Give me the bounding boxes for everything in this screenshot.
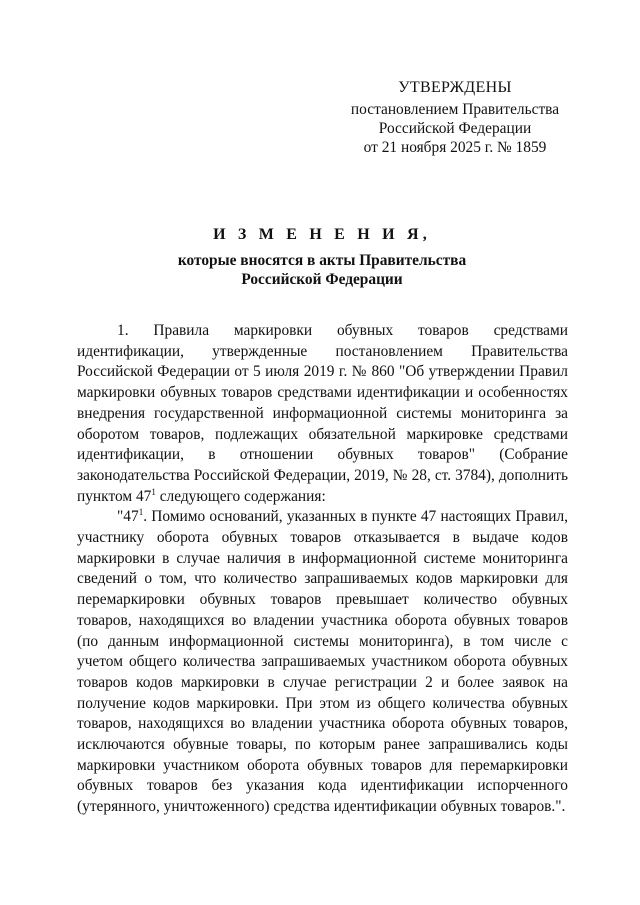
body-paragraph-1 [77,321,568,507]
paragraph-1-text: 1. Правила маркировки обувных товаров средствами идентификации, утвержденные постановлением Правительства Российской Федерации от 5 июля 2019 г. № 860 "Об утверждении Правил маркировки обувных товаров средствами идентификации и особенностях внедрения государственной информационной системы мониторинга за оборотом товаров, подлежащих обязательной маркировке средствами идентификации, в отношении обувных товаров" (Собрание законодательства Российской Федерации, 2019, № 28, ст. 3784), дополнить пунктом 47 [77,322,568,505]
paragraph-1-superscript: 1 [151,486,156,497]
document-title: И З М Е Н Е Н И Я, [213,226,431,243]
approval-line-resolution: постановлением Правительства [350,101,560,118]
document-title-block [77,225,567,289]
paragraph-2-text: . Помимо оснований, указанных в пункте 47 настоящих Правил, участнику оборота обувных товаров отказывается в выдаче кодов маркировки в случае наличия в информационной системе мониторинга сведений о том, что количество запрашиваемых кодов маркировки для перемаркировки обувных товаров превышает количество обувных товаров, находящихся во владении участника оборота обувных товаров (по данным информационной системы мониторинга), в том числе с учетом общего количества запрашиваемых участником оборота обувных товаров кодов маркировки в случае регистрации 2 и более заявок на получение кодов маркировки. При этом из общего количества обувных товаров, находящихся во владении участника оборота обувных товаров, исключаются обувные товары, по которым ранее запрашивались коды маркировки участником оборота обувных товаров для перемаркировки обувных товаров без указания кода идентификации испорченного (утерянного, уничтоженного) средства идентификации обувных товаров.". [77,508,568,816]
document-subtitle-line-2: Российской Федерации [241,271,403,288]
body-paragraph-2 [77,507,568,818]
approved-heading: УТВЕРЖДЕНЫ [398,79,512,96]
document-body [77,321,568,818]
paragraph-2-text-start: "47 [117,508,139,526]
paragraph-2-superscript: 1 [138,507,144,518]
approval-line-date: от 21 ноября 2025 г. № 1859 [363,139,547,156]
paragraph-1-text-end: следующего содержания: [155,487,326,505]
approval-stamp [340,78,570,157]
document-subtitle-line-1: которые вносятся в акты Правительства [177,252,467,269]
approval-line-country: Российской Федерации [378,120,532,137]
